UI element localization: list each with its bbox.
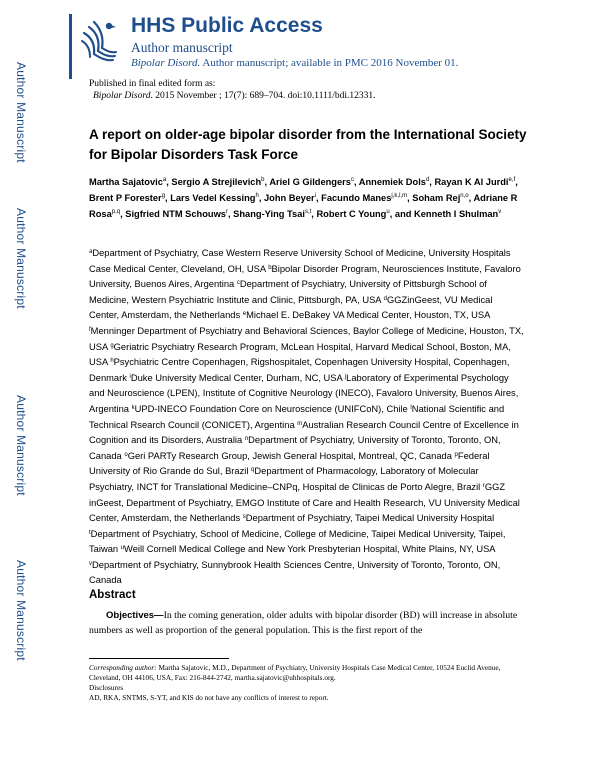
affiliation-text: Department of Psychiatry, University of Toronto, Toronto, ON, Canada xyxy=(89,435,501,461)
side-label-author-manuscript: Author Manuscript xyxy=(14,62,28,163)
affiliation-marker: q xyxy=(251,467,255,474)
affiliation-marker: b xyxy=(268,264,272,271)
author-name: Rayan K Al Jurdi xyxy=(434,177,509,187)
affiliation-text: Psychiatric Centre Copenhagen, Rigshospitalet, Copenhagen University Hospital, Copenhagen, Denmark xyxy=(89,357,510,383)
author-name: Sergio A Strejilevich xyxy=(171,177,262,187)
footnotes xyxy=(89,663,529,703)
affiliation-marker: o xyxy=(124,451,128,458)
affiliation-marker: n xyxy=(244,436,249,443)
affiliation-marker: t xyxy=(89,529,91,536)
article-title: A report on older-age bipolar disorder from the International Society for Bipolar Disorders Task Force xyxy=(89,127,527,162)
journal-availability-line xyxy=(131,57,458,69)
affiliation-marker: r xyxy=(482,482,485,489)
abstract-objectives xyxy=(89,608,529,638)
author-name: Lars Vedel Kessing xyxy=(170,193,256,203)
affiliation-text: Bipolar Disorder Program, Neurosciences Institute, Favaloro University, Buenos Aires, Argentina xyxy=(89,263,521,290)
side-label-author-manuscript: Author Manuscript xyxy=(14,560,28,661)
side-label-author-manuscript: Author Manuscript xyxy=(14,395,28,496)
affiliation-text: Federal University of Rio Grande do Sul, Brazil xyxy=(89,450,490,477)
affiliation-marker: v xyxy=(89,560,92,567)
author-affiliation-marker: j,k,l,m xyxy=(391,193,408,199)
side-label-author-manuscript: Author Manuscript xyxy=(14,208,28,309)
author-name: John Beyer xyxy=(263,193,315,203)
author-name: Adriane R Rosa xyxy=(89,193,518,219)
author-list: Martha Sajatovic$^a$, Sergio A Strejilevich$^b$, Ariel G Gildengers$^c$, Annemiek Dols$^d$, Rayan K Al Jurdi$^{e,f}$, Brent P Forester$^g$, Lars Vedel Kessing$^h$, John Beyer$^i$, Facundo Manes$^{j,k,l,m}$, Soham Rej$^{n,o}$, Adriane R Rosa$^{p,q}$, Sigfried NTM Schouws$^r$, Shang-Ying Tsai$^{s,t}$, Robert C Young$^u$, and Kenneth I Shulman$^v$ xyxy=(89,177,518,219)
author-name: Sigfried NTM Schouws xyxy=(125,209,226,219)
author-affiliation-marker: e,f xyxy=(508,177,516,183)
author-conjunction: and xyxy=(394,209,412,219)
corresponding-author-note xyxy=(89,663,529,683)
affiliation-marker: d xyxy=(383,295,387,302)
affiliation-marker: p xyxy=(454,451,458,458)
author-affiliation-marker: d xyxy=(425,177,430,183)
abstract-heading: Abstract xyxy=(89,589,136,601)
affiliation-text: Department of Psychiatry, School of Medicine, College of Medicine, Taipei Medical University, Taipei, Taiwan xyxy=(89,528,506,555)
affiliation-text: Department of Pharmacology, Laboratory of Molecular Psychiatry, INCT for Translational Medicine–CNPq, Hospital de Clinicas de Porto Alegre, Brazil xyxy=(89,466,481,492)
affiliation-marker: f xyxy=(89,326,91,333)
affiliation-text: Laboratory of Experimental Psychology and Neuroscience (LPEN), Institute of Cognitive Neurology (INECO), Favaloro University, Buenos Aires, Argentina xyxy=(89,372,519,414)
author-affiliation-marker: n,o xyxy=(460,193,469,199)
affiliation-marker: e xyxy=(242,311,247,318)
affiliation-text: Department of Psychiatry, University of Pittsburgh School of Medicine, Western Psychiatric Institute and Clinic, Pittsburgh, PA, USA xyxy=(89,279,487,305)
author-name: Martha Sajatovic xyxy=(89,177,163,187)
affiliation-marker: m xyxy=(297,420,303,427)
affiliation-marker: g xyxy=(110,342,114,349)
citation-line xyxy=(89,90,569,102)
affiliation-text: Geriatric Psychiatry Research Program, McLean Hospital, Harvard Medical School, Boston, MA, USA xyxy=(89,341,511,368)
availability-text: Author manuscript; available in PMC 2016 November 01. xyxy=(200,57,459,69)
affiliation-text: Department of Psychiatry, Sunnybrook Health Sciences Centre, University of Toronto, Toronto, ON, Canada xyxy=(89,559,501,586)
author-name: Annemiek Dols xyxy=(358,177,426,187)
objectives-label: Objectives— xyxy=(106,610,164,621)
citation-details: . 2015 November ; 17(7): 689–704. doi:10.1111/bdi.12331. xyxy=(150,91,376,101)
published-label: Published in final edited form as: xyxy=(89,79,216,89)
corresponding-author-label: Corresponding author: xyxy=(89,663,157,672)
journal-name: Bipolar Disord. xyxy=(131,57,201,69)
affiliation-text: Michael E. DeBakey VA Medical Center, Houston, TX, USA xyxy=(246,310,490,321)
author-affiliation-marker: c xyxy=(350,177,354,183)
affiliation-marker: k xyxy=(131,404,135,411)
published-info xyxy=(89,78,569,102)
author-affiliation-marker: s,t xyxy=(304,209,312,215)
objectives-text: In the coming generation, older adults with bipolar disorder (BD) will increase in absolute numbers as well as proportion of the general population. This is the first report of the xyxy=(89,610,518,636)
affiliation-text: Australian Research Council Centre of Excellence in Cognition and its Disorders, Australia xyxy=(89,419,519,446)
affiliation-text: Department of Psychiatry, Taipei Medical University Hospital xyxy=(245,513,495,524)
affiliation-text: Geri PARTy Research Group, Jewish General Hospital, Montreal, QC, Canada xyxy=(127,450,452,461)
author-name: Brent P Forester xyxy=(89,193,162,203)
author-affiliation-marker: r xyxy=(225,209,228,215)
author-affiliation-marker: b xyxy=(261,177,265,183)
author-name: Facundo Manes xyxy=(321,193,392,203)
author-affiliation-marker: v xyxy=(498,209,502,215)
author-affiliation-marker: p,q xyxy=(111,209,121,215)
affiliation-marker: i xyxy=(129,373,131,380)
affiliation-text: Menninger Department of Psychiatry and Behavioral Sciences, Baylor College of Medicine, Houston, TX, USA xyxy=(89,325,524,352)
affiliation-marker: j xyxy=(344,373,347,380)
affiliation-marker: h xyxy=(110,358,114,365)
author-affiliation-marker: i xyxy=(314,193,316,199)
affiliation-text: Department of Psychiatry, Case Western Reserve University School of Medicine, University Hospitals Case Medical Center, Cleveland, OH, USA xyxy=(89,248,511,274)
affiliation-text: GGZ inGeest, Department of Psychiatry, EMGO Institute of Care and Health Research, VU University Medical Center, Amsterdam, the Netherlands xyxy=(89,481,520,524)
author-name: Ariel G Gildengers xyxy=(269,177,351,187)
affiliation-marker: s xyxy=(242,514,246,521)
affiliation-text: Weill Cornell Medical College and New York Presbyterian Hospital, White Plains, NY, USA xyxy=(124,544,496,555)
affiliation-text: Duke University Medical Center, Durham, NC, USA xyxy=(130,372,343,383)
affiliation-marker: u xyxy=(120,545,125,552)
author-name: Robert C Young xyxy=(316,209,387,219)
author-affiliation-marker: a xyxy=(162,177,167,183)
author-affiliation-marker: u xyxy=(386,209,390,215)
author-affiliation-marker: g xyxy=(161,193,166,199)
affiliation-text: GGZinGeest, VU Medical Center, Amsterdam, the Netherlands xyxy=(89,294,493,321)
affiliation-marker: l xyxy=(410,404,412,411)
affiliation-marker: a xyxy=(89,249,93,255)
affiliations xyxy=(89,246,525,589)
author-manuscript-subtitle: Author manuscript xyxy=(131,40,233,55)
author-name: Soham Rej xyxy=(412,193,461,203)
disclosures-text: AD, RKA, SNTMS, S-YT, and KIS do not have any conflicts of interest to report. xyxy=(89,693,329,702)
disclosures-label: Disclosures xyxy=(89,683,124,692)
citation-journal: Bipolar Disord xyxy=(93,91,151,101)
corresponding-author-text: Martha Sajatovic, M.D., Department of Psychiatry, University Hospitals Case Medical Center, 10524 Euclid Avenue, Cleveland, OH 44106, USA, Fax: 216-844-2742, martha.sajatovic@uhhospitals.org. xyxy=(89,663,501,682)
author-affiliation-marker: h xyxy=(255,193,259,199)
hhs-public-access-title: HHS Public Access xyxy=(131,14,323,37)
author-name: Kenneth I Shulman xyxy=(414,209,499,219)
hhs-eagle-logo-icon xyxy=(80,18,118,64)
author-name: Shang-Ying Tsai xyxy=(233,209,305,219)
affiliation-text: UPD-INECO Foundation Core on Neuroscience (UNIFCoN), Chile xyxy=(134,403,408,414)
header-accent-bar xyxy=(69,14,72,79)
affiliation-marker: c xyxy=(236,280,240,287)
footnote-rule xyxy=(89,658,229,659)
affiliation-text: National Scientific and Technical Rsearch Council (CONICET), Argentina xyxy=(89,403,505,430)
